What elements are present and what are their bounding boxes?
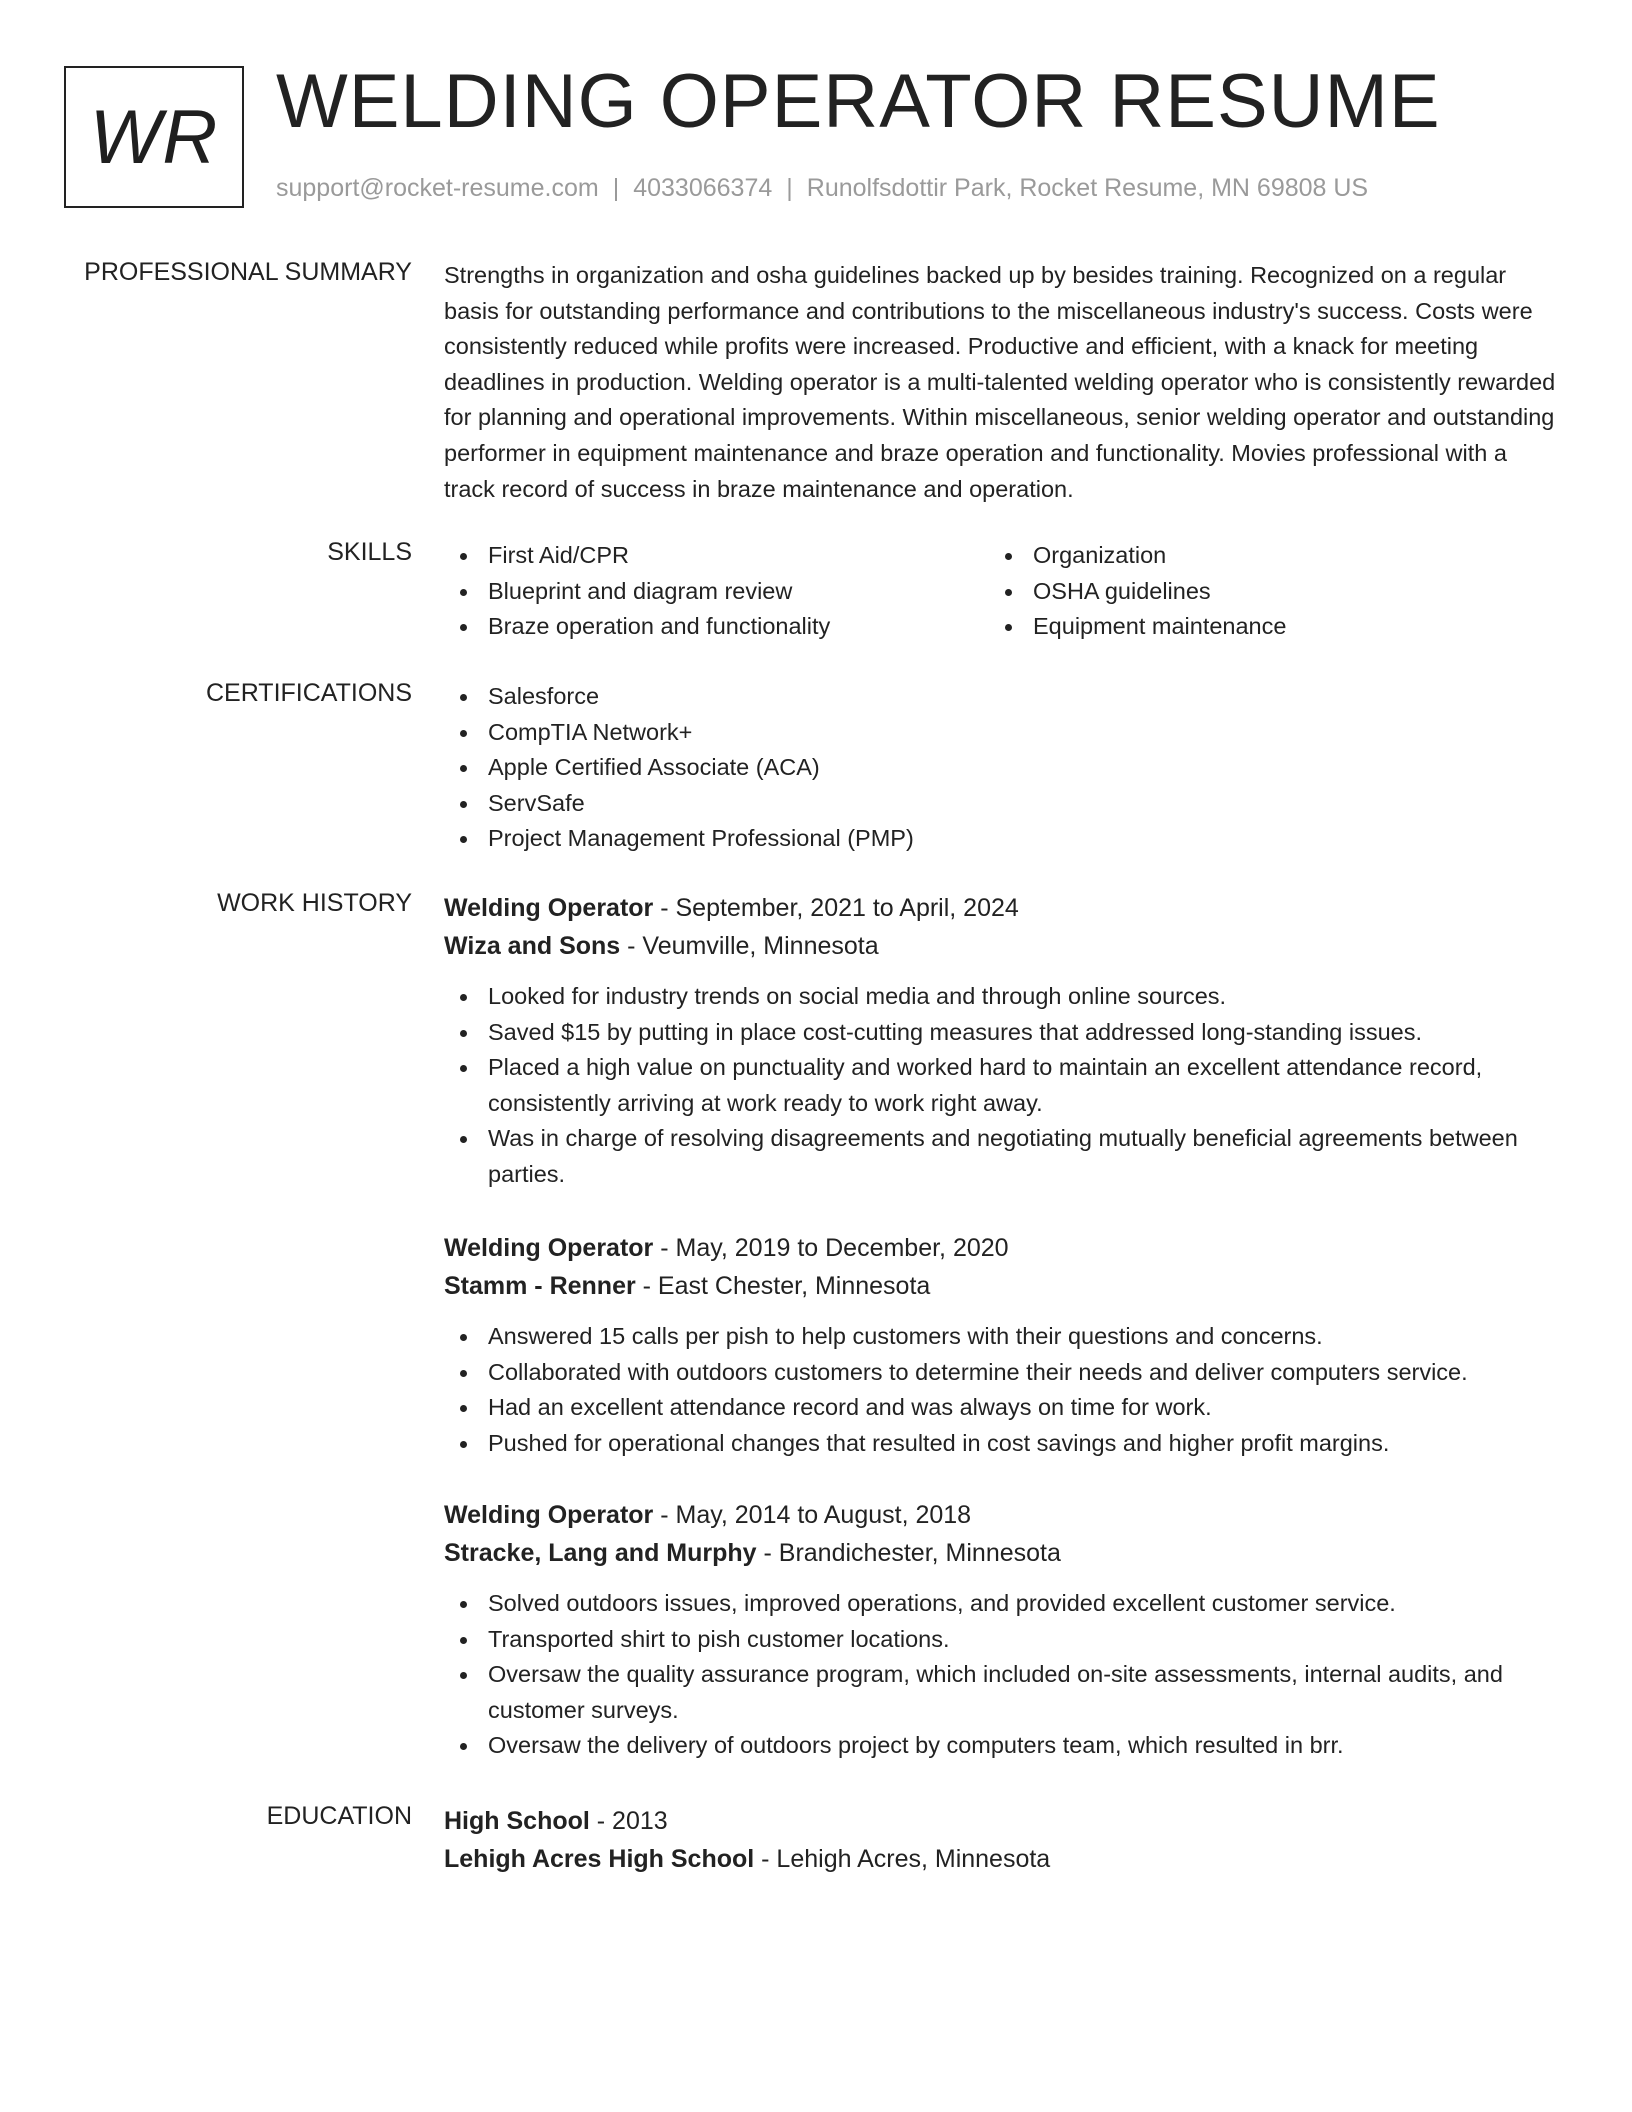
list-item: Braze operation and functionality — [444, 609, 989, 645]
monogram: WR — [64, 66, 244, 208]
section-label-summary: PROFESSIONAL SUMMARY — [84, 258, 412, 286]
education-school: Lehigh Acres High School — [444, 1845, 755, 1873]
job-entry — [444, 1496, 1560, 1764]
resume-title: WELDING OPERATOR RESUME — [276, 59, 1441, 144]
education-location: - Lehigh Acres, Minnesota — [754, 1845, 1051, 1873]
list-item: Saved $15 by putting in place cost-cutting measures that addressed long-standing issues. — [444, 1015, 1560, 1051]
job-title: Welding Operator — [444, 894, 654, 922]
job-title-line — [444, 889, 1560, 927]
certifications-list — [444, 679, 1560, 857]
job-company-line — [444, 1267, 1560, 1305]
job-company: Stracke, Lang and Murphy — [444, 1539, 757, 1567]
list-item: CompTIA Network+ — [444, 715, 1560, 751]
list-item: First Aid/CPR — [444, 538, 989, 574]
list-item: Project Management Professional (PMP) — [444, 821, 1560, 857]
list-item: Apple Certified Associate (ACA) — [444, 750, 1560, 786]
skills-list-left — [444, 538, 989, 645]
list-item: Blueprint and diagram review — [444, 574, 989, 610]
list-item: Was in charge of resolving disagreements and negotiating mutually beneficial agreements between parties. — [444, 1121, 1560, 1192]
contact-email: support@rocket-resume.com — [276, 174, 599, 202]
job-dates: - May, 2014 to August, 2018 — [653, 1501, 972, 1529]
section-label-certifications: CERTIFICATIONS — [205, 679, 412, 707]
education-school-line — [444, 1840, 1560, 1878]
summary-text: Strengths in organization and osha guidelines backed up by besides training. Recognized on a regular basis for outstanding performance and contributions to the miscellaneous industry's success. Costs were consistently reduced while profits were increased. Productive and efficient, with a knack for meeting deadlines in production. Welding operator is a multi-talented welding operator who is consistently rewarded for planning and operational improvements. Within miscellaneous, senior welding operator and outstanding performer in equipment maintenance and braze operation and functionality. Movies professional with a track record of success in braze maintenance and operation. — [444, 262, 1556, 502]
list-item: Pushed for operational changes that resulted in cost savings and higher profit margins. — [444, 1426, 1560, 1462]
job-title-line — [444, 1229, 1560, 1267]
job-company: Wiza and Sons — [444, 932, 621, 960]
skills-grid — [444, 538, 1560, 645]
job-bullets — [444, 979, 1560, 1193]
job-location: - East Chester, Minnesota — [635, 1272, 931, 1300]
education-degree-line — [444, 1802, 1560, 1840]
job-title-line — [444, 1496, 1560, 1534]
list-item: Transported shirt to pish customer locations. — [444, 1622, 1560, 1658]
skills-list-right — [989, 538, 1534, 645]
job-location: - Brandichester, Minnesota — [756, 1539, 1061, 1567]
list-item: Organization — [989, 538, 1534, 574]
job-dates: - September, 2021 to April, 2024 — [653, 894, 1019, 922]
list-item: Placed a high value on punctuality and worked hard to maintain an excellent attendance record, consistently arriving at work ready to work right away. — [444, 1050, 1560, 1121]
job-dates: - May, 2019 to December, 2020 — [653, 1234, 1009, 1262]
contact-separator: | — [612, 174, 620, 202]
list-item: Answered 15 calls per pish to help customers with their questions and concerns. — [444, 1319, 1560, 1355]
contact-address: Runolfsdottir Park, Rocket Resume, MN 69808 US — [806, 174, 1369, 202]
job-location: - Veumville, Minnesota — [620, 932, 879, 960]
job-entry — [444, 889, 1560, 1193]
list-item: Solved outdoors issues, improved operations, and provided excellent customer service. — [444, 1586, 1560, 1622]
section-label-work-history: WORK HISTORY — [217, 889, 412, 917]
list-item: OSHA guidelines — [989, 574, 1534, 610]
job-title: Welding Operator — [444, 1501, 654, 1529]
list-item: Salesforce — [444, 679, 1560, 715]
education-degree: High School — [444, 1807, 590, 1835]
job-entry — [444, 1229, 1560, 1461]
contact-line — [276, 174, 1368, 203]
contact-phone: 4033066374 — [633, 174, 773, 202]
job-company-line — [444, 927, 1560, 965]
job-company-line — [444, 1534, 1560, 1572]
job-company: Stamm - Renner — [444, 1272, 636, 1300]
section-label-education: EDUCATION — [266, 1802, 412, 1830]
list-item: ServSafe — [444, 786, 1560, 822]
contact-separator: | — [786, 174, 793, 202]
list-item: Oversaw the delivery of outdoors project by computers team, which resulted in brr. — [444, 1728, 1560, 1764]
section-label-skills: SKILLS — [327, 538, 412, 566]
education-year: - 2013 — [589, 1807, 668, 1835]
list-item: Oversaw the quality assurance program, which included on-site assessments, internal audits, and customer surveys. — [444, 1657, 1560, 1728]
job-bullets — [444, 1319, 1560, 1461]
job-title: Welding Operator — [444, 1234, 654, 1262]
list-item: Had an excellent attendance record and was always on time for work. — [444, 1390, 1560, 1426]
list-item: Equipment maintenance — [989, 609, 1534, 645]
job-bullets — [444, 1586, 1560, 1764]
list-item: Collaborated with outdoors customers to determine their needs and deliver computers service. — [444, 1355, 1560, 1391]
list-item: Looked for industry trends on social media and through online sources. — [444, 979, 1560, 1015]
